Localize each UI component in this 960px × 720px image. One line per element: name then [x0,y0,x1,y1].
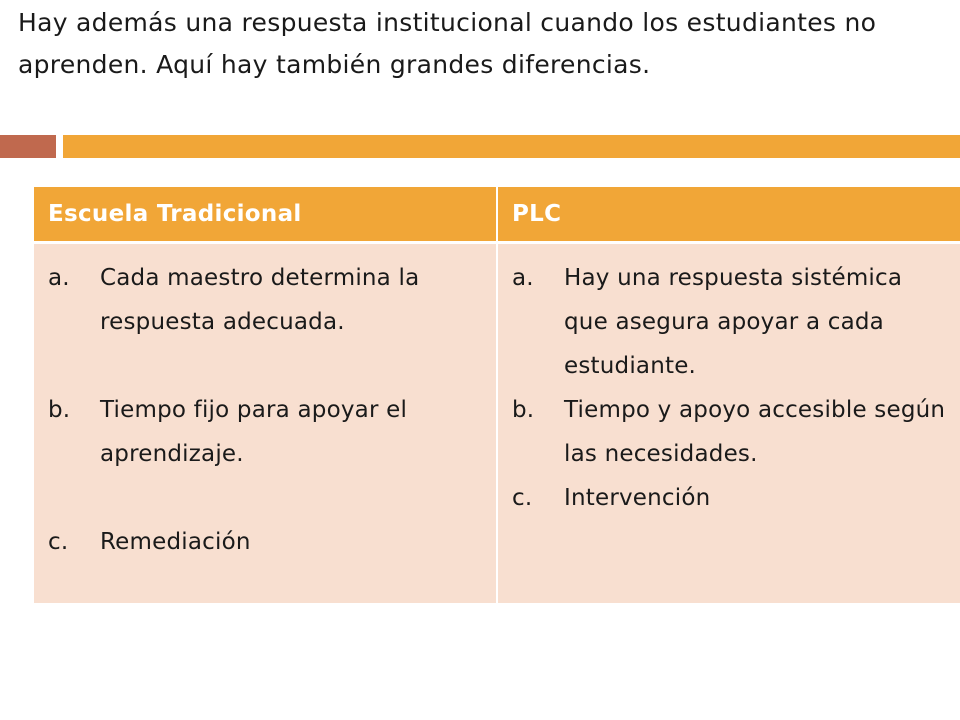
table-row [34,243,960,603]
list-item-text: Tiempo y apoyo accesible según las necesidades. [564,397,946,467]
list-item-plc-b [512,388,952,476]
list-item-text: Tiempo fijo para apoyar el aprendizaje. [100,397,408,467]
list-item-text: Cada maestro determina la respuesta adecuada. [100,265,420,335]
list-item-plc-c [512,476,952,520]
plc-cell [497,243,960,603]
list-marker: b. [48,397,71,423]
header-plc: PLC [497,187,960,243]
table-header-row [34,187,960,243]
accent-bar-right [63,135,960,158]
list-marker: a. [512,265,534,291]
list-marker: a. [48,265,70,291]
header-traditional-school: Escuela Tradicional [34,187,497,243]
list-item-traditional-c [48,520,488,564]
list-item-plc-a [512,256,952,388]
comparison-table [34,187,960,603]
accent-bar-left [0,135,56,158]
list-marker: b. [512,397,535,423]
list-item-text: Hay una respuesta sistémica que asegura apoyar a cada estudiante. [564,265,903,379]
list-marker: c. [48,529,69,555]
slide-title: Hay además una respuesta institucional cuando los estudiantes no aprenden. Aquí hay también grandes diferencias. [18,8,877,79]
list-item-text: Remediación [100,529,251,555]
list-item-traditional-b [48,388,488,476]
list-item-traditional-a [48,256,488,344]
traditional-cell [34,243,497,603]
list-item-text: Intervención [564,485,711,511]
list-marker: c. [512,485,533,511]
